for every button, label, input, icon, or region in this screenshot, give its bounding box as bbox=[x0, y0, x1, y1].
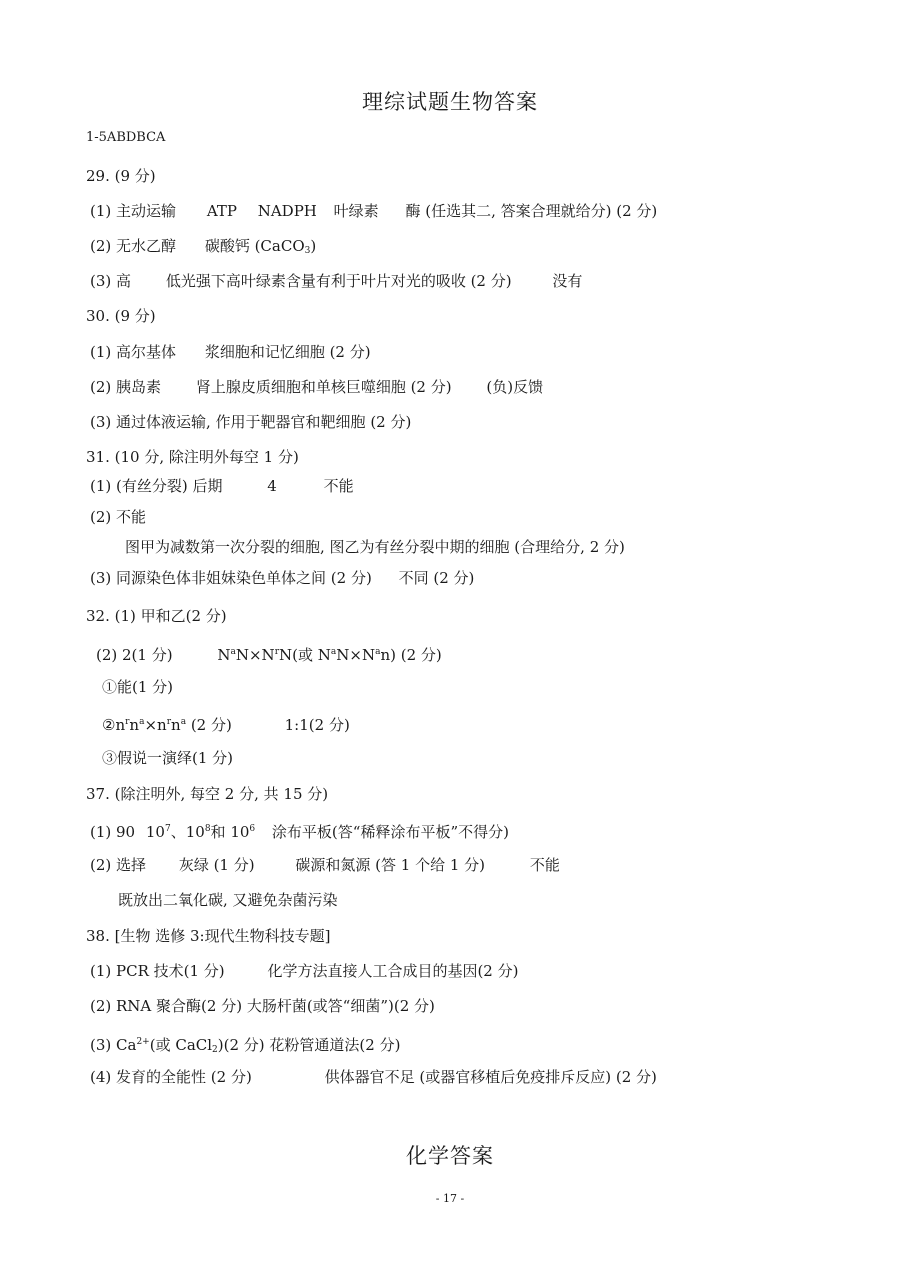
q37-heading: 37. (除注明外, 每空 2 分, 共 15 分) bbox=[86, 785, 329, 803]
q29-p2-label: (2) 无水乙醇 bbox=[90, 237, 177, 255]
q32-s2-cross: $②n^rn^a\times n^rn^a$ (2 分) bbox=[102, 716, 232, 734]
q30-p2-b: (负)反馈 bbox=[486, 378, 544, 396]
q29-p1-c: 叶绿素 bbox=[333, 202, 379, 220]
q29-p3-b: 没有 bbox=[552, 272, 583, 290]
q38-part2: (2) RNA 聚合酶(2 分) 大肠杆菌(或答“细菌”)(2 分) bbox=[90, 997, 435, 1015]
q31-p1-a: 4 bbox=[267, 477, 277, 495]
q31-p3-label: (3) 同源染色体非姐妹染色单体之间 (2 分) bbox=[90, 569, 372, 587]
q32-sub3: ③假说一演绎(1 分) bbox=[102, 749, 234, 767]
q38-p4-label: (4) 发育的全能性 (2 分) bbox=[90, 1068, 252, 1086]
q37-part3: 既放出二氧化碳, 又避免杂菌污染 bbox=[118, 891, 338, 909]
q30-heading: 30. (9 分) bbox=[86, 307, 156, 325]
q31-p2-label: (2) 不能 bbox=[90, 508, 147, 526]
q29-p1-d: 酶 (任选其二, 答案合理就给分) (2 分) bbox=[405, 202, 658, 220]
q38-part4 bbox=[90, 1067, 657, 1087]
q29-part3 bbox=[90, 271, 582, 291]
q38-part3: (3) $Ca^{2+}$(或 CaCl$_2$)(2 分) 花粉管通道法(2 分) bbox=[90, 1036, 401, 1055]
q32-part2 bbox=[96, 642, 442, 665]
q29-p1-b: NADPH bbox=[257, 202, 317, 220]
q29-p2-a: 碳酸钙 (CaCO$_3$) bbox=[204, 237, 317, 256]
q37-part1 bbox=[90, 819, 509, 842]
page-title: 理综试题生物答案 bbox=[362, 90, 538, 114]
q30-part1 bbox=[90, 342, 371, 362]
q38-p1-label: (1) PCR 技术(1 分) bbox=[90, 962, 225, 980]
q29-part2 bbox=[90, 236, 316, 261]
q30-p2-label: (2) 胰岛素 bbox=[90, 378, 162, 396]
q32-p2-label: (2) 2(1 分) bbox=[96, 646, 173, 664]
q30-p1-a: 浆细胞和记忆细胞 (2 分) bbox=[204, 343, 371, 361]
q29-heading: 29. (9 分) bbox=[86, 167, 156, 185]
q37-p2-b: 碳源和氮源 (答 1 个给 1 分) bbox=[295, 856, 486, 874]
q29-p1-a: ATP bbox=[206, 202, 237, 220]
q30-p3-label: (3) 通过体液运输, 作用于靶器官和靶细胞 (2 分) bbox=[90, 413, 412, 431]
q32-sub2 bbox=[102, 712, 350, 735]
q29-part1 bbox=[90, 201, 657, 221]
q37-p2-a: 灰绿 (1 分) bbox=[178, 856, 255, 874]
q31-part3 bbox=[90, 568, 474, 588]
q31-part2-detail: 图甲为减数第一次分裂的细胞, 图乙为有丝分裂中期的细胞 (合理给分, 2 分) bbox=[125, 538, 625, 556]
q37-p2-label: (2) 选择 bbox=[90, 856, 147, 874]
q37-p1-label: (1) 90 bbox=[90, 823, 136, 841]
section-title-chemistry: 化学答案 bbox=[406, 1144, 494, 1168]
page-number: - 17 - bbox=[435, 1192, 465, 1205]
q32-s2-ratio: 1:1(2 分) bbox=[284, 716, 350, 734]
q31-p1-b: 不能 bbox=[323, 477, 354, 495]
q30-part2 bbox=[90, 377, 543, 397]
q29-p3-a: 低光强下高叶绿素含量有利于叶片对光的吸收 (2 分) bbox=[165, 272, 512, 290]
q38-part1 bbox=[90, 961, 518, 981]
q31-p1-label: (1) (有丝分裂) 后期 bbox=[90, 477, 223, 495]
q38-p1-a: 化学方法直接人工合成目的基因(2 分) bbox=[267, 962, 519, 980]
q29-p3-label: (3) 高 bbox=[90, 272, 132, 290]
q31-heading: 31. (10 分, 除注明外每空 1 分) bbox=[86, 448, 299, 466]
q32-p2-genotype: $N^aN\times N^rN$(或 $N^aN\times N^an$) (2 分) bbox=[217, 646, 442, 664]
q31-p3-a: 不同 (2 分) bbox=[398, 569, 475, 587]
mc-answers: 1-5ABDBCA bbox=[86, 130, 166, 145]
q32-heading: 32. (1) 甲和乙(2 分) bbox=[86, 607, 227, 625]
q31-part2 bbox=[90, 507, 146, 527]
q37-p2-c: 不能 bbox=[529, 856, 560, 874]
q37-part2 bbox=[90, 855, 560, 875]
q30-p1-label: (1) 高尔基体 bbox=[90, 343, 177, 361]
q32-sub1: ①能(1 分) bbox=[102, 678, 174, 696]
q31-part1 bbox=[90, 476, 354, 496]
q30-p2-a: 肾上腺皮质细胞和单核巨噬细胞 (2 分) bbox=[195, 378, 452, 396]
q38-p4-a: 供体器官不足 (或器官移植后免疫排斥反应) (2 分) bbox=[324, 1068, 657, 1086]
q38-heading: 38. [生物 选修 3:现代生物科技专题] bbox=[86, 927, 331, 945]
q37-p1-exponents: $10^7$、$10^8$和 $10^6$ bbox=[145, 823, 256, 841]
q37-p1-a: 涂布平板(答“稀释涂布平板”不得分) bbox=[271, 823, 509, 841]
q29-p1-label: (1) 主动运输 bbox=[90, 202, 177, 220]
q30-part3 bbox=[90, 412, 411, 432]
